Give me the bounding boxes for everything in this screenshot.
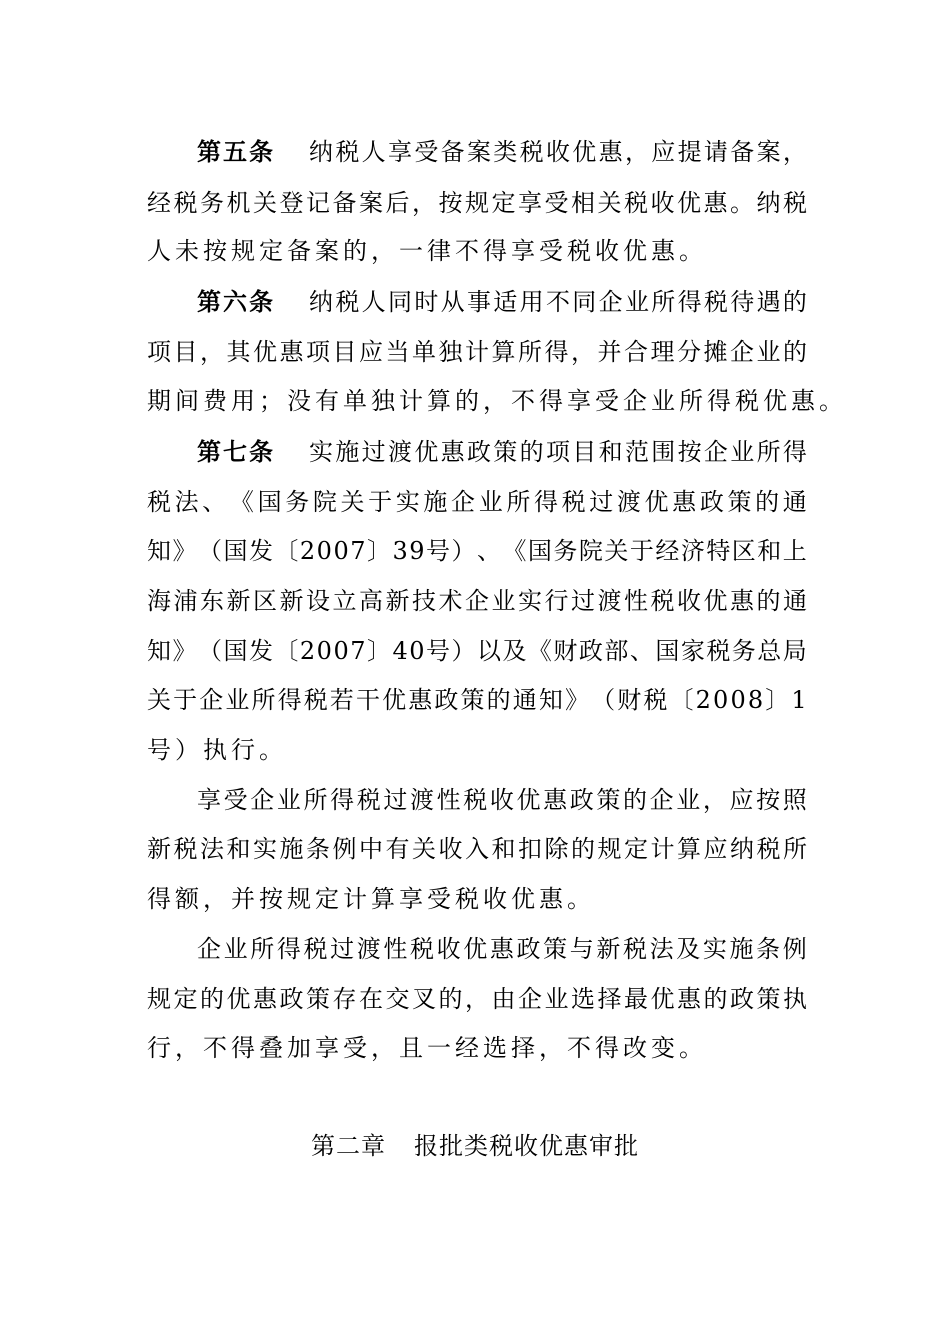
article-7-text-5: 知 》 （ 国 发 〔 2 0 0 7 〕 4 0 号 ） 以 及 《 财 政 部 、 国 家 税 务 总 局 bbox=[147, 637, 807, 665]
article-5-text-1: 纳 税 人 享 受 备 案 类 税 收 优 惠 ， 应 提 请 备 案 ， bbox=[309, 138, 807, 166]
paragraph-2-line-2 bbox=[147, 979, 807, 1019]
chapter-heading bbox=[0, 1126, 950, 1166]
article-6-line-2 bbox=[147, 332, 807, 372]
article-5-text-3: 人未按规定备案的，一律不得享受税收优惠。 bbox=[147, 237, 707, 265]
paragraph-2-text-3: 行，不得叠加享受，且一经选择，不得改变。 bbox=[147, 1034, 707, 1062]
article-7-text-4: 海 浦 东 新 区 新 设 立 高 新 技 术 企 业 实 行 过 渡 性 税 收 优 惠 的 通 bbox=[147, 587, 807, 615]
article-6-text-2: 项 目 ， 其 优 惠 项 目 应 当 单 独 计 算 所 得 ， 并 合 理 分 摊 企 业 的 bbox=[147, 338, 807, 366]
paragraph-2-text-1: 企 业 所 得 税 过 渡 性 税 收 优 惠 政 策 与 新 税 法 及 实 施 条 例 bbox=[197, 935, 807, 963]
paragraph-1-line-2 bbox=[147, 829, 807, 869]
paragraph-2-line-1 bbox=[197, 929, 807, 969]
article-5-line-2 bbox=[147, 183, 807, 223]
article-7-text-3: 知 》 （ 国 发 〔 2 0 0 7 〕 3 9 号 ） 、 《 国 务 院 关 于 经 济 特 区 和 上 bbox=[147, 537, 807, 565]
article-7-heading: 第七条 bbox=[197, 438, 275, 466]
article-6-line-1 bbox=[197, 282, 807, 322]
paragraph-1-text-2: 新 税 法 和 实 施 条 例 中 有 关 收 入 和 扣 除 的 规 定 计 算 应 纳 税 所 bbox=[147, 835, 807, 863]
paragraph-2-text-2: 规 定 的 优 惠 政 策 存 在 交 叉 的 ， 由 企 业 选 择 最 优 惠 的 政 策 执 bbox=[147, 985, 807, 1013]
paragraph-2-line-3 bbox=[147, 1028, 807, 1068]
article-7-line-5 bbox=[147, 631, 807, 671]
chapter-number: 第二章 bbox=[311, 1132, 386, 1160]
article-7-text-6: 关 于 企 业 所 得 税 若 干 优 惠 政 策 的 通 知 》 （ 财 税 〔 2 0 0 8 〕 1 bbox=[147, 686, 807, 714]
article-6-text-3: 期间费用；没有单独计算的，不得享受企业所得税优惠。 bbox=[147, 387, 847, 415]
article-7-text-1: 实 施 过 渡 优 惠 政 策 的 项 目 和 范 围 按 企 业 所 得 bbox=[309, 438, 807, 466]
article-6-line-3 bbox=[147, 381, 847, 421]
article-7-text-2: 税 法 、 《 国 务 院 关 于 实 施 企 业 所 得 税 过 渡 优 惠 政 策 的 通 bbox=[147, 488, 807, 516]
article-6-text-1: 纳 税 人 同 时 从 事 适 用 不 同 企 业 所 得 税 待 遇 的 bbox=[309, 288, 807, 316]
article-7-line-1 bbox=[197, 432, 807, 472]
article-7-line-6 bbox=[147, 680, 807, 720]
chapter-title: 报批类税收优惠审批 bbox=[414, 1132, 639, 1160]
article-5-line-1 bbox=[197, 132, 807, 172]
paragraph-1-text-1: 享 受 企 业 所 得 税 过 渡 性 税 收 优 惠 政 策 的 企 业 ， 应 按 照 bbox=[197, 786, 807, 814]
article-6-heading: 第六条 bbox=[197, 288, 275, 316]
article-7-line-3 bbox=[147, 531, 807, 571]
paragraph-1-text-3: 得额，并按规定计算享受税收优惠。 bbox=[147, 885, 595, 913]
article-5-line-3 bbox=[147, 231, 807, 271]
article-5-text-2: 经 税 务 机 关 登 记 备 案 后 ， 按 规 定 享 受 相 关 税 收 优 惠 。 纳 税 bbox=[147, 189, 807, 217]
article-7-line-2 bbox=[147, 482, 807, 522]
article-7-text-7: 号）执行。 bbox=[147, 736, 287, 764]
article-7-line-7 bbox=[147, 730, 807, 770]
paragraph-1-line-3 bbox=[147, 879, 807, 919]
paragraph-1-line-1 bbox=[197, 780, 807, 820]
article-7-line-4 bbox=[147, 581, 807, 621]
article-5-heading: 第五条 bbox=[197, 138, 275, 166]
